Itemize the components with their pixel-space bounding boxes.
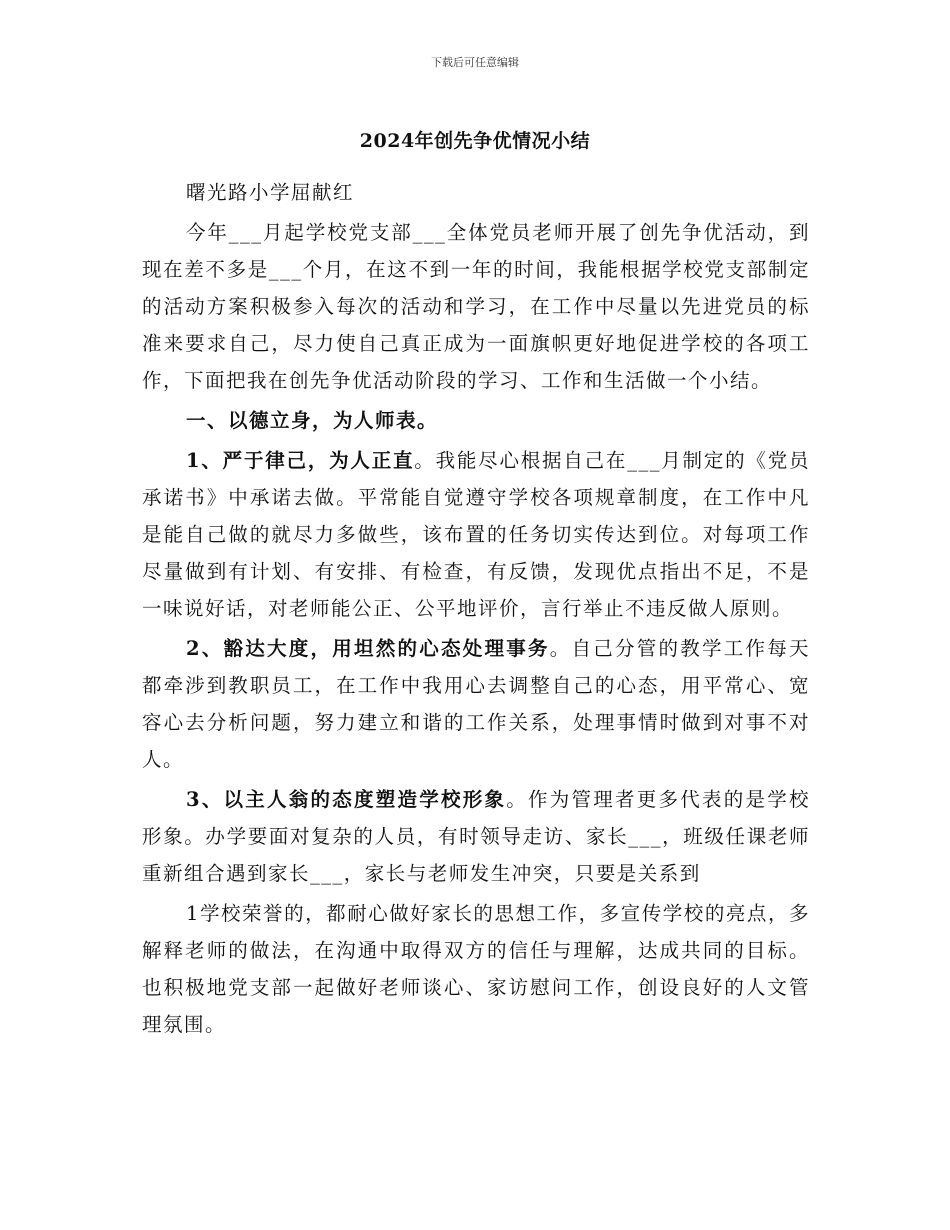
section-heading: 一、以德立身，为人师表。 bbox=[186, 409, 439, 432]
author-line: 曙光路小学屈献红 bbox=[186, 181, 355, 204]
document-body bbox=[142, 174, 810, 1046]
continuation-paragraph: 1学校荣誉的，都耐心做好家长的思想工作，多宣传学校的亮点，多解释老师的做法，在沟通中取得双方的信任与理解，达成共同的目标。也积极地党支部一起做好老师谈心、家访慰问工作，创设良好的人文管理氛围。 bbox=[142, 902, 810, 1036]
item-text-3: 。作为管理者更多代表的是学校形象。办学要面对复杂的人员，有时领导走访、家长___，班级任课老师重新组合遇到家长___，家长与老师发生冲突，只要是关系到 bbox=[142, 788, 810, 885]
item-title-1: 1、严于律己，为人正直 bbox=[186, 449, 415, 472]
item-title-2: 2、豁达大度，用坦然的心态处理事务 bbox=[186, 637, 550, 660]
item-text-1: 。我能尽心根据自己在___月制定的《党员承诺书》中承诺去做。平常能自觉遵守学校各项规章制度，在工作中凡是能自己做的就尽力多做些，该布置的任务切实传达到位。对每项工作尽量做到有计划、有安排、有检查，有反馈，发现优点指出不足，不是一味说好话，对老师能公正、公平地评价，言行举止不违反做人原则。 bbox=[142, 449, 810, 620]
item-text-2: 。自己分管的教学工作每天都牵涉到教职员工，在工作中我用心去调整自己的心态，用平常心、宽容心去分析问题，努力建立和谐的工作关系，处理事情时做到对事不对人。 bbox=[142, 637, 810, 771]
item-paragraph-2 bbox=[142, 630, 810, 778]
intro-paragraph: 今年___月起学校党支部___全体党员老师开展了创先争优活动，到现在差不多是___个月，在这不到一年的时间，我能根据学校党支部制定的活动方案积极参入每次的活动和学习，在工作中尽量以先进党员的标准来要求自己，尽力使自己真正成为一面旗帜更好地促进学校的各项工作，下面把我在创先争优活动阶段的学习、工作和生活做一个小结。 bbox=[142, 221, 810, 392]
item-title-3: 3、以主人翁的态度塑造学校形象 bbox=[186, 788, 507, 811]
header-note: 下载后可任意编辑 bbox=[431, 56, 519, 69]
item-paragraph-3 bbox=[142, 781, 810, 892]
item-paragraph-1 bbox=[142, 442, 810, 627]
document-title: 2024年创先争优情况小结 bbox=[359, 130, 591, 152]
